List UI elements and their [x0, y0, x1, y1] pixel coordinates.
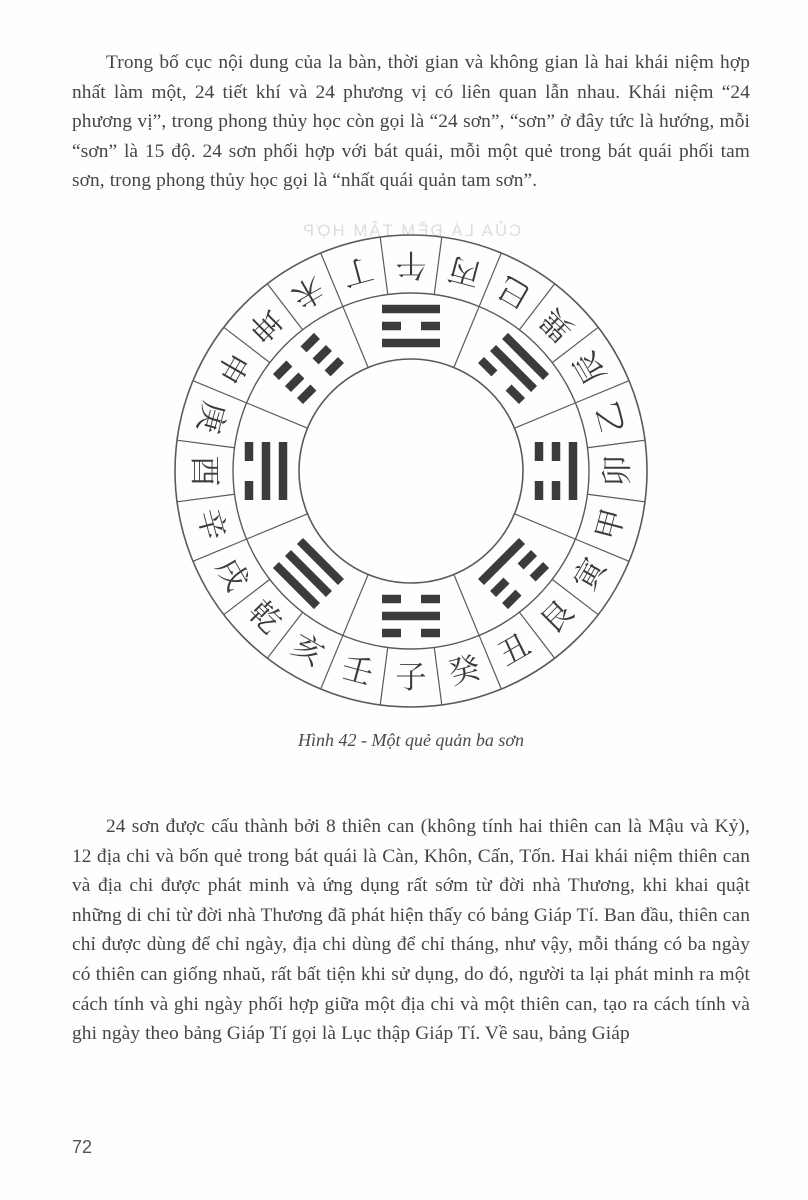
trigram-line-broken [421, 629, 440, 638]
trigram-divider [514, 514, 575, 539]
trigram-line-broken [502, 590, 521, 609]
mountain-sector [338, 250, 377, 293]
mountain-glyph: 辛 [189, 504, 233, 545]
compass-svg [172, 232, 650, 710]
trigram-line-broken [382, 595, 401, 604]
mountain-sector [445, 650, 484, 693]
mountain-glyph: 巽 [533, 300, 582, 349]
mountain-glyph: 壬 [337, 649, 378, 693]
mountain-sector [567, 550, 615, 597]
mountain-glyph: 庚 [189, 397, 233, 438]
trigram-symbol [478, 538, 549, 609]
mountain-glyph: 丙 [444, 249, 485, 293]
mountain-sector [241, 594, 288, 641]
paragraph-bottom [72, 812, 750, 1049]
ring-divider [587, 494, 645, 502]
mountain-sector [567, 345, 614, 390]
trigram-line-solid [478, 538, 525, 585]
mountain-glyph: 甲 [589, 504, 633, 545]
mountain-sector [590, 505, 633, 544]
mountain-glyph: 午 [395, 246, 427, 282]
trigram-line-broken [552, 481, 561, 500]
ring-divider [380, 237, 388, 295]
trigram-divider [343, 307, 368, 368]
mountain-sector [492, 268, 537, 315]
mountain-sector [208, 552, 255, 597]
mountain-glyph: 亥 [285, 626, 330, 674]
mountain-glyph: 癸 [444, 649, 485, 693]
trigram-line-solid [297, 538, 344, 585]
trigram-line-broken [382, 629, 401, 638]
trigram-line-solid [382, 612, 440, 621]
mountain-sector [190, 398, 233, 437]
trigram-line-broken [490, 578, 509, 597]
trigram-line-broken [421, 595, 440, 604]
mountain-sector [186, 456, 222, 487]
trigram-symbol [535, 442, 578, 500]
trigram-divider [454, 574, 479, 635]
figure-42 [72, 222, 750, 792]
ring-divider [587, 440, 645, 448]
trigram-symbol [478, 333, 549, 404]
mountain-glyph: 子 [395, 660, 427, 696]
trigram-line-broken [325, 357, 344, 376]
trigram-divider [514, 403, 575, 428]
mountain-sector [338, 650, 377, 693]
page-number: 72 [72, 1137, 93, 1157]
bleed-through-text: CỦA LÀ ĐỀM TÂM HỢP [300, 222, 522, 240]
trigram-symbol [273, 333, 344, 404]
trigram-line-broken [285, 373, 304, 392]
mountain-sector [492, 627, 537, 674]
trigram-line-broken [478, 357, 497, 376]
trigram-line-solid [382, 339, 440, 348]
trigram-divider [343, 574, 368, 635]
luopan-compass-diagram [172, 232, 650, 710]
trigram-line-broken [535, 481, 544, 500]
ring-divider [434, 237, 442, 295]
trigram-line-broken [313, 345, 332, 364]
trigram-divider [247, 403, 308, 428]
mountain-sector [285, 627, 330, 674]
mountain-glyph: 艮 [533, 593, 582, 642]
trigram-line-solid [490, 345, 537, 392]
compass-root [175, 235, 647, 707]
paragraph-top-text: Trong bố cục nội dung của la bàn, thời gian và không gian là hai khái niệm hợp nhất làm một, 24 tiết khí và 24 phương vị có liên quan lẫn nhau. Khái niệm “24 phương vị”, trong phong thủy học còn gọi là “24 sơn”, “sơn” ở đây tức là hướng, mỗi “sơn” là 15 độ. 24 sơn phối hợp với bát quái, mỗi một quẻ trong bát quái phối tam sơn, trong phong thủy học gọi là “nhất quái quản tam sơn”. [72, 52, 750, 192]
trigram-symbol [382, 305, 440, 348]
trigram-line-broken [530, 562, 549, 581]
trigram-line-broken [506, 385, 525, 404]
figure-caption: Hình 42 - Một quẻ quản ba sơn [297, 730, 525, 750]
trigram-line-solid [382, 305, 440, 314]
trigram-line-broken [301, 333, 320, 352]
mountain-sector [533, 300, 581, 348]
mountain-glyph: 寅 [566, 552, 614, 597]
ring-divider [177, 440, 235, 448]
mountain-glyph: 坤 [240, 300, 289, 349]
mountain-sector [285, 268, 330, 315]
paragraph-bottom-text: 24 sơn được cấu thành bởi 8 thiên can (không tính hai thiên can là Mậu và Kỷ), 12 địa chi và bốn quẻ trong bát quái là Càn, Khôn, Cấn, Tốn. Hai khái niệm thiên can và địa chi được phát minh và ứng dụng rất sớm từ đời nhà Thương, khi khai quật những di chỉ từ đời nhà Thương đã phát hiện thấy có bảng Giáp Tí. Ban đầu, thiên can chỉ được dùng để chỉ ngày, địa chi dùng để chỉ tháng, như vậy, mỗi tháng có ba ngày có thiên can giống nhaŭ, rất bất tiện khi sử dụng, do đó, người ta lại phát minh ra một cách tính và ghi ngày phối hợp giữa một địa chi và một thiên can, tạo ra cách tính và ghi ngày theo bảng Giáp Tí gọi là Lục thập Giáp Tí. Về sau, bảng Giáp [72, 816, 750, 1045]
trigram-symbol [245, 442, 288, 500]
trigram-divider [247, 514, 308, 539]
paragraph-top [72, 48, 750, 196]
trigram-line-solid [273, 562, 320, 609]
mountain-sector [590, 398, 633, 437]
mountain-glyph: 乙 [589, 397, 633, 438]
trigram-line-broken [245, 442, 254, 461]
trigram-line-broken [245, 481, 254, 500]
mountain-glyph: 巳 [492, 268, 537, 316]
page-content-area [72, 0, 750, 1200]
mountain-sector [190, 505, 233, 544]
trigram-line-solid [285, 550, 332, 597]
mountain-glyph: 卯 [600, 455, 636, 487]
mountain-glyph: 丑 [492, 626, 537, 674]
trigram-line-broken [382, 322, 401, 331]
mountain-sector [208, 345, 255, 390]
mountain-sector [396, 660, 427, 696]
trigram-line-solid [262, 442, 271, 500]
ring-divider [177, 494, 235, 502]
trigram-line-broken [297, 385, 316, 404]
trigram-divider [454, 307, 479, 368]
mountain-sector [600, 456, 636, 487]
trigram-line-broken [273, 361, 292, 380]
mountain-sector [445, 250, 484, 293]
ring-divider [380, 647, 388, 705]
trigram-line-broken [552, 442, 561, 461]
mountain-glyph: 丁 [337, 249, 378, 293]
mountain-sector [396, 246, 427, 282]
trigram-symbol [273, 538, 344, 609]
trigram-line-broken [421, 322, 440, 331]
trigram-line-broken [535, 442, 544, 461]
mountain-sector [241, 301, 288, 348]
trigram-line-broken [518, 550, 537, 569]
trigram-symbol [382, 595, 440, 638]
trigram-line-solid [569, 442, 578, 500]
trigram-line-solid [502, 333, 549, 380]
trigram-line-solid [279, 442, 288, 500]
mountain-glyph: 戌 [208, 552, 256, 597]
mountain-glyph: 申 [208, 345, 256, 390]
mountain-glyph: 辰 [566, 345, 614, 390]
mountain-sector [534, 594, 581, 641]
mountain-glyph: 未 [285, 268, 330, 316]
mountain-glyph: 酉 [186, 455, 222, 487]
ring-divider [434, 647, 442, 705]
mountain-glyph: 乾 [240, 593, 289, 642]
